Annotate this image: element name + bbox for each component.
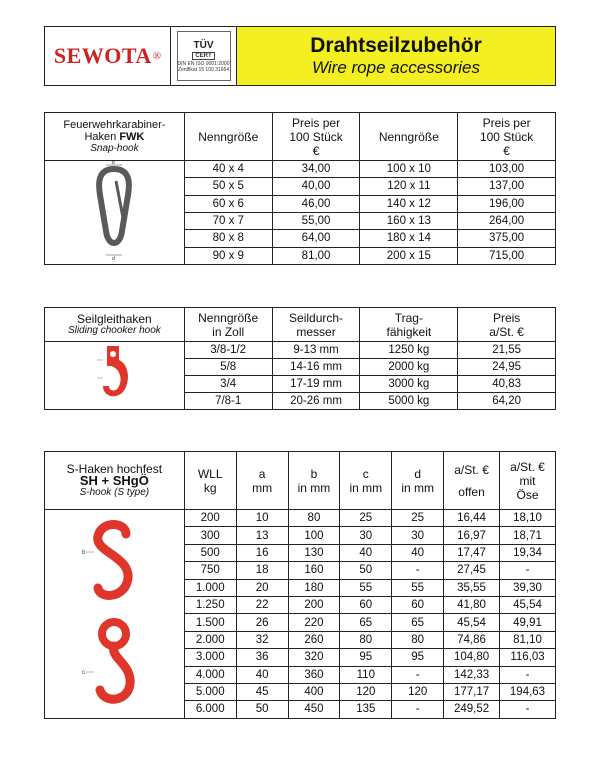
- table-row: 7/8-1 20-26 mm 5000 kg 64,20: [45, 393, 556, 410]
- registered-mark: ®: [152, 50, 162, 62]
- snap-hook-table: [44, 112, 556, 265]
- table-row: 300 13 100 30 30 16,97 18,71: [45, 527, 556, 544]
- table-row: 6.000 50 450 135 - 249,52 -: [45, 701, 556, 718]
- cert-brand: TÜV: [193, 39, 214, 51]
- table-row: 5/8 14-16 mm 2000 kg 24,95: [45, 359, 556, 376]
- s-hook-image: [45, 510, 185, 719]
- table-row: 3/8-1/2 9-13 mm 1250 kg 21,55: [45, 342, 556, 359]
- cert-line1: DIN EN ISO 9001:2000: [177, 60, 230, 67]
- table-header-row: [45, 113, 556, 161]
- page-header: [44, 26, 556, 86]
- snap-hook-image: [45, 161, 185, 265]
- product-name-cell: Seilgleithaken Sliding chooker hook: [45, 308, 185, 342]
- table-row: 500 16 130 40 40 17,47 19,34: [45, 544, 556, 561]
- col-header-a: a mm: [236, 452, 288, 510]
- table-row: 1.250 22 200 60 60 41,80 45,54: [45, 596, 556, 613]
- col-header-b: b in mm: [288, 452, 340, 510]
- table-row: 3.000 36 320 95 95 104,80 116,03: [45, 649, 556, 666]
- table-row: 80 x 8 64,00 180 x 14 375,00: [45, 230, 556, 247]
- table-row: b c 200 10 80 25 25 16,44 18,10: [45, 510, 556, 527]
- col-header-capacity: Trag- fähigkeit: [360, 308, 458, 342]
- col-header-size-2: Nenngröße: [360, 113, 458, 161]
- s-hook-table: [44, 451, 556, 719]
- svg-text:d: d: [112, 256, 116, 261]
- table-row: 750 18 160 50 - 27,45 -: [45, 562, 556, 579]
- col-header-wll: WLL kg: [184, 452, 236, 510]
- svg-text:b: b: [112, 161, 116, 166]
- table-header-row: [45, 308, 556, 342]
- table-row: 5.000 45 400 120 120 177,17 194,63: [45, 683, 556, 700]
- sliding-hook-icon: [89, 342, 139, 406]
- svg-text:b: b: [82, 550, 86, 557]
- col-header-c: c in mm: [340, 452, 392, 510]
- col-header-d: d in mm: [392, 452, 444, 510]
- page-subtitle: Wire rope accessories: [311, 58, 481, 77]
- s-hook-icon: [74, 512, 154, 712]
- table-row: 1.000 20 180 55 55 35,55 39,30: [45, 579, 556, 596]
- product-name-cell: Feuerwehrkarabiner- Haken FWK Snap-hook: [45, 113, 185, 161]
- table-row: 50 x 5 40,00 120 x 11 137,00: [45, 178, 556, 195]
- logo-text: SEWOTA: [53, 43, 152, 68]
- table-row: 90 x 9 81,00 200 x 15 715,00: [45, 247, 556, 264]
- snap-hook-icon: [84, 161, 144, 261]
- col-header-size: Nenngröße: [184, 113, 272, 161]
- col-header-price: Preis per 100 Stück €: [272, 113, 360, 161]
- table-row: 60 x 6 46,00 140 x 12 196,00: [45, 195, 556, 212]
- company-logo: [45, 27, 171, 85]
- svg-text:c: c: [82, 670, 86, 677]
- certification-seal: [171, 27, 237, 85]
- table-row: 3/4 17-19 mm 3000 kg 40,83: [45, 376, 556, 393]
- col-header-price-2: Preis per 100 Stück €: [458, 113, 556, 161]
- sliding-hook-image: [45, 342, 185, 410]
- cert-word: CERT: [192, 52, 214, 60]
- col-header-price-eye: a/St. € mit Öse: [500, 452, 556, 510]
- col-header-price: Preis a/St. €: [458, 308, 556, 342]
- page-title: Drahtseilzubehör: [310, 34, 482, 57]
- table-row: 1.500 26 220 65 65 45,54 49,91: [45, 614, 556, 631]
- product-name-cell: S-Haken hochfest SH + SHgÖ S-hook (S type): [45, 452, 185, 510]
- col-header-rope-diameter: Seildurch- messer: [272, 308, 360, 342]
- table-row: 70 x 7 55,00 160 x 13 264,00: [45, 212, 556, 229]
- cert-line2: Zertifikat 15 100 31664: [177, 66, 230, 73]
- sliding-hook-table: [44, 307, 556, 410]
- title-banner: [237, 27, 555, 85]
- table-header-row: [45, 452, 556, 510]
- table-row: 2.000 32 260 80 80 74,86 81,10: [45, 631, 556, 648]
- col-header-size-inch: Nenngröße in Zoll: [184, 308, 272, 342]
- table-row: 4.000 40 360 110 - 142,33 -: [45, 666, 556, 683]
- col-header-price-open: a/St. € offen: [444, 452, 500, 510]
- table-row: b d 40 x 4 34,00 100 x 10 103,00: [45, 161, 556, 178]
